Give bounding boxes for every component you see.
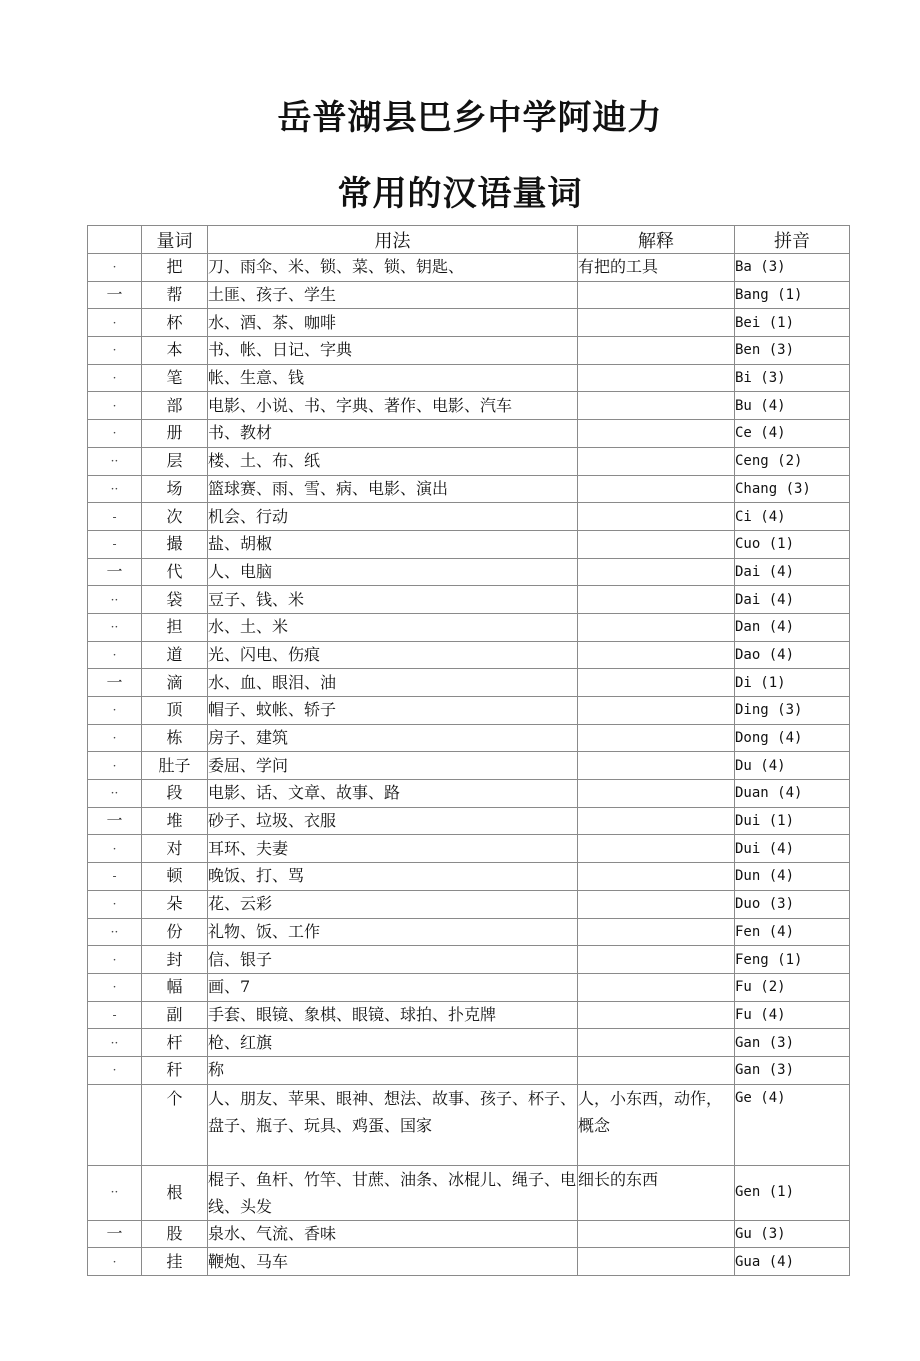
explanation-cell (578, 973, 735, 1001)
measure-word: 封 (142, 946, 208, 974)
table-row (88, 752, 850, 780)
table-row (88, 1084, 850, 1165)
table-row (88, 863, 850, 891)
row-mark: ·· (88, 1165, 142, 1220)
explanation-cell (578, 835, 735, 863)
table-row (88, 1165, 850, 1220)
pinyin-cell: Du (4) (735, 752, 850, 780)
row-mark: · (88, 752, 142, 780)
header-measure-word: 量词 (142, 226, 208, 254)
usage-cell: 耳环、夫妻 (208, 835, 578, 863)
explanation-cell (578, 1220, 735, 1248)
row-mark: · (88, 337, 142, 365)
measure-word: 册 (142, 420, 208, 448)
table-row (88, 558, 850, 586)
table-row (88, 835, 850, 863)
usage-cell: 光、闪电、伤痕 (208, 641, 578, 669)
row-mark: · (88, 420, 142, 448)
row-mark: · (88, 254, 142, 282)
explanation-cell (578, 1248, 735, 1276)
pinyin-cell: Cuo (1) (735, 530, 850, 558)
measure-word: 把 (142, 254, 208, 282)
measure-word: 帮 (142, 281, 208, 309)
row-mark: 一 (88, 558, 142, 586)
usage-cell: 楼、土、布、纸 (208, 447, 578, 475)
usage-cell: 画、7 (208, 973, 578, 1001)
measure-word: 个 (142, 1084, 208, 1165)
table-row (88, 586, 850, 614)
usage-cell: 盐、胡椒 (208, 530, 578, 558)
table-row (88, 1220, 850, 1248)
usage-cell: 帽子、蚊帐、轿子 (208, 697, 578, 725)
row-mark: · (88, 835, 142, 863)
measure-word: 滴 (142, 669, 208, 697)
explanation-cell (578, 890, 735, 918)
table-row (88, 613, 850, 641)
explanation-cell (578, 558, 735, 586)
row-mark: - (88, 863, 142, 891)
table-row (88, 475, 850, 503)
usage-cell: 晚饭、打、骂 (208, 863, 578, 891)
explanation-cell (578, 669, 735, 697)
header-usage: 用法 (208, 226, 578, 254)
pinyin-cell: Gu (3) (735, 1220, 850, 1248)
measure-word: 撮 (142, 530, 208, 558)
usage-cell: 手套、眼镜、象棋、眼镜、球拍、扑克牌 (208, 1001, 578, 1029)
measure-word: 堆 (142, 807, 208, 835)
measure-word: 顿 (142, 863, 208, 891)
explanation-cell (578, 641, 735, 669)
pinyin-cell: Dun (4) (735, 863, 850, 891)
usage-cell: 委屈、学问 (208, 752, 578, 780)
measure-word: 代 (142, 558, 208, 586)
explanation-cell (578, 918, 735, 946)
table-row (88, 392, 850, 420)
usage-cell: 信、银子 (208, 946, 578, 974)
table-row (88, 447, 850, 475)
table-row (88, 641, 850, 669)
header-explanation: 解释 (578, 226, 735, 254)
measure-word-table (87, 225, 850, 1276)
row-mark: · (88, 1248, 142, 1276)
table-row (88, 918, 850, 946)
table-body (88, 254, 850, 1276)
table-row (88, 1001, 850, 1029)
pinyin-cell: Ce (4) (735, 420, 850, 448)
usage-cell: 花、云彩 (208, 890, 578, 918)
explanation-cell (578, 503, 735, 531)
pinyin-cell: Di (1) (735, 669, 850, 697)
measure-word: 杯 (142, 309, 208, 337)
row-mark: 一 (88, 1220, 142, 1248)
explanation-cell (578, 697, 735, 725)
row-mark: ·· (88, 586, 142, 614)
header-pinyin: 拼音 (735, 226, 850, 254)
usage-cell: 泉水、气流、香味 (208, 1220, 578, 1248)
row-mark: · (88, 697, 142, 725)
measure-word: 对 (142, 835, 208, 863)
explanation-cell: 有把的工具 (578, 254, 735, 282)
row-mark: ·· (88, 475, 142, 503)
explanation-cell (578, 364, 735, 392)
explanation-cell (578, 309, 735, 337)
usage-cell: 书、教材 (208, 420, 578, 448)
row-mark: - (88, 530, 142, 558)
table-row (88, 309, 850, 337)
measure-word: 次 (142, 503, 208, 531)
table-row (88, 530, 850, 558)
measure-word: 挂 (142, 1248, 208, 1276)
pinyin-cell: Dong (4) (735, 724, 850, 752)
usage-cell: 鞭炮、马车 (208, 1248, 578, 1276)
pinyin-cell: Bi (3) (735, 364, 850, 392)
table-row (88, 1056, 850, 1084)
measure-word: 道 (142, 641, 208, 669)
table-row (88, 946, 850, 974)
row-mark: ·· (88, 613, 142, 641)
usage-cell: 机会、行动 (208, 503, 578, 531)
usage-cell: 房子、建筑 (208, 724, 578, 752)
row-mark: · (88, 890, 142, 918)
pinyin-cell: Fu (2) (735, 973, 850, 1001)
pinyin-cell: Dai (4) (735, 558, 850, 586)
usage-cell: 棍子、鱼杆、竹竿、甘蔗、油条、冰棍儿、绳子、电线、头发 (208, 1165, 578, 1220)
measure-word: 袋 (142, 586, 208, 614)
row-mark: · (88, 946, 142, 974)
row-mark: 一 (88, 281, 142, 309)
measure-word: 杆 (142, 1029, 208, 1057)
explanation-cell (578, 780, 735, 808)
pinyin-cell: Dan (4) (735, 613, 850, 641)
row-mark: · (88, 724, 142, 752)
explanation-cell: 人，小东西，动作，概念 (578, 1084, 735, 1165)
measure-word: 本 (142, 337, 208, 365)
explanation-cell (578, 475, 735, 503)
document-subtitle: 常用的汉语量词 (337, 174, 583, 214)
usage-cell: 人、朋友、苹果、眼神、想法、故事、孩子、杯子、盘子、瓶子、玩具、鸡蛋、国家 (208, 1084, 578, 1165)
row-mark: ·· (88, 447, 142, 475)
measure-word: 顶 (142, 697, 208, 725)
usage-cell: 水、酒、茶、咖啡 (208, 309, 578, 337)
pinyin-cell: Chang (3) (735, 475, 850, 503)
measure-word: 层 (142, 447, 208, 475)
row-mark: · (88, 973, 142, 1001)
usage-cell: 电影、小说、书、字典、著作、电影、汽车 (208, 392, 578, 420)
measure-word: 股 (142, 1220, 208, 1248)
usage-cell: 水、土、米 (208, 613, 578, 641)
pinyin-cell: Bu (4) (735, 392, 850, 420)
table-header-row (88, 226, 850, 254)
table-row (88, 724, 850, 752)
pinyin-cell: Ba (3) (735, 254, 850, 282)
pinyin-cell: Dui (1) (735, 807, 850, 835)
table-row (88, 890, 850, 918)
measure-word: 栋 (142, 724, 208, 752)
usage-cell: 砂子、垃圾、衣服 (208, 807, 578, 835)
row-mark: · (88, 309, 142, 337)
measure-word: 场 (142, 475, 208, 503)
header-mark (88, 226, 142, 254)
pinyin-cell: Fen (4) (735, 918, 850, 946)
explanation-cell (578, 586, 735, 614)
explanation-cell (578, 724, 735, 752)
measure-word: 肚子 (142, 752, 208, 780)
pinyin-cell: Fu (4) (735, 1001, 850, 1029)
pinyin-cell: Duo (3) (735, 890, 850, 918)
explanation-cell (578, 530, 735, 558)
usage-cell: 篮球赛、雨、雪、病、电影、演出 (208, 475, 578, 503)
row-mark: 一 (88, 807, 142, 835)
explanation-cell (578, 946, 735, 974)
explanation-cell (578, 337, 735, 365)
row-mark: · (88, 1056, 142, 1084)
pinyin-cell: Ding (3) (735, 697, 850, 725)
row-mark: 一 (88, 669, 142, 697)
document-title: 岳普湖县巴乡中学阿迪力 (277, 98, 663, 138)
table-row (88, 697, 850, 725)
measure-word: 副 (142, 1001, 208, 1029)
table-row (88, 364, 850, 392)
pinyin-cell: Gua (4) (735, 1248, 850, 1276)
pinyin-cell: Gan (3) (735, 1056, 850, 1084)
explanation-cell (578, 863, 735, 891)
pinyin-cell: Gan (3) (735, 1029, 850, 1057)
explanation-cell: 细长的东西 (578, 1165, 735, 1220)
usage-cell: 礼物、饭、工作 (208, 918, 578, 946)
usage-cell: 电影、话、文章、故事、路 (208, 780, 578, 808)
explanation-cell (578, 420, 735, 448)
pinyin-cell: Ben (3) (735, 337, 850, 365)
table-row (88, 807, 850, 835)
table-row (88, 337, 850, 365)
row-mark: · (88, 641, 142, 669)
measure-word: 秆 (142, 1056, 208, 1084)
usage-cell: 水、血、眼泪、油 (208, 669, 578, 697)
explanation-cell (578, 752, 735, 780)
pinyin-cell: Feng (1) (735, 946, 850, 974)
usage-cell: 书、帐、日记、字典 (208, 337, 578, 365)
measure-word: 部 (142, 392, 208, 420)
usage-cell: 人、电脑 (208, 558, 578, 586)
usage-cell: 土匪、孩子、学生 (208, 281, 578, 309)
usage-cell: 称 (208, 1056, 578, 1084)
measure-word: 幅 (142, 973, 208, 1001)
pinyin-cell: Dao (4) (735, 641, 850, 669)
row-mark: ·· (88, 918, 142, 946)
table-row (88, 281, 850, 309)
table-row (88, 780, 850, 808)
explanation-cell (578, 392, 735, 420)
usage-cell: 刀、雨伞、米、锁、菜、锁、钥匙、 (208, 254, 578, 282)
usage-cell: 豆子、钱、米 (208, 586, 578, 614)
measure-word: 担 (142, 613, 208, 641)
explanation-cell (578, 1001, 735, 1029)
measure-word: 根 (142, 1165, 208, 1220)
table-row (88, 669, 850, 697)
pinyin-cell: Dai (4) (735, 586, 850, 614)
table-row (88, 420, 850, 448)
usage-cell: 枪、红旗 (208, 1029, 578, 1057)
pinyin-cell: Ci (4) (735, 503, 850, 531)
row-mark: · (88, 364, 142, 392)
explanation-cell (578, 1056, 735, 1084)
measure-word: 段 (142, 780, 208, 808)
pinyin-cell: Dui (4) (735, 835, 850, 863)
pinyin-cell: Bei (1) (735, 309, 850, 337)
explanation-cell (578, 281, 735, 309)
table-row (88, 503, 850, 531)
measure-word: 朵 (142, 890, 208, 918)
table-row (88, 1248, 850, 1276)
pinyin-cell: Ge (4) (735, 1084, 850, 1165)
pinyin-cell: Duan (4) (735, 780, 850, 808)
explanation-cell (578, 1029, 735, 1057)
pinyin-cell: Gen (1) (735, 1165, 850, 1220)
row-mark: - (88, 1001, 142, 1029)
explanation-cell (578, 807, 735, 835)
measure-word: 份 (142, 918, 208, 946)
row-mark: ·· (88, 1029, 142, 1057)
measure-word: 笔 (142, 364, 208, 392)
usage-cell: 帐、生意、钱 (208, 364, 578, 392)
pinyin-cell: Bang (1) (735, 281, 850, 309)
pinyin-cell: Ceng (2) (735, 447, 850, 475)
table-row (88, 254, 850, 282)
row-mark (88, 1084, 142, 1165)
explanation-cell (578, 613, 735, 641)
row-mark: ·· (88, 780, 142, 808)
row-mark: · (88, 392, 142, 420)
table-row (88, 1029, 850, 1057)
table-row (88, 973, 850, 1001)
explanation-cell (578, 447, 735, 475)
row-mark: - (88, 503, 142, 531)
